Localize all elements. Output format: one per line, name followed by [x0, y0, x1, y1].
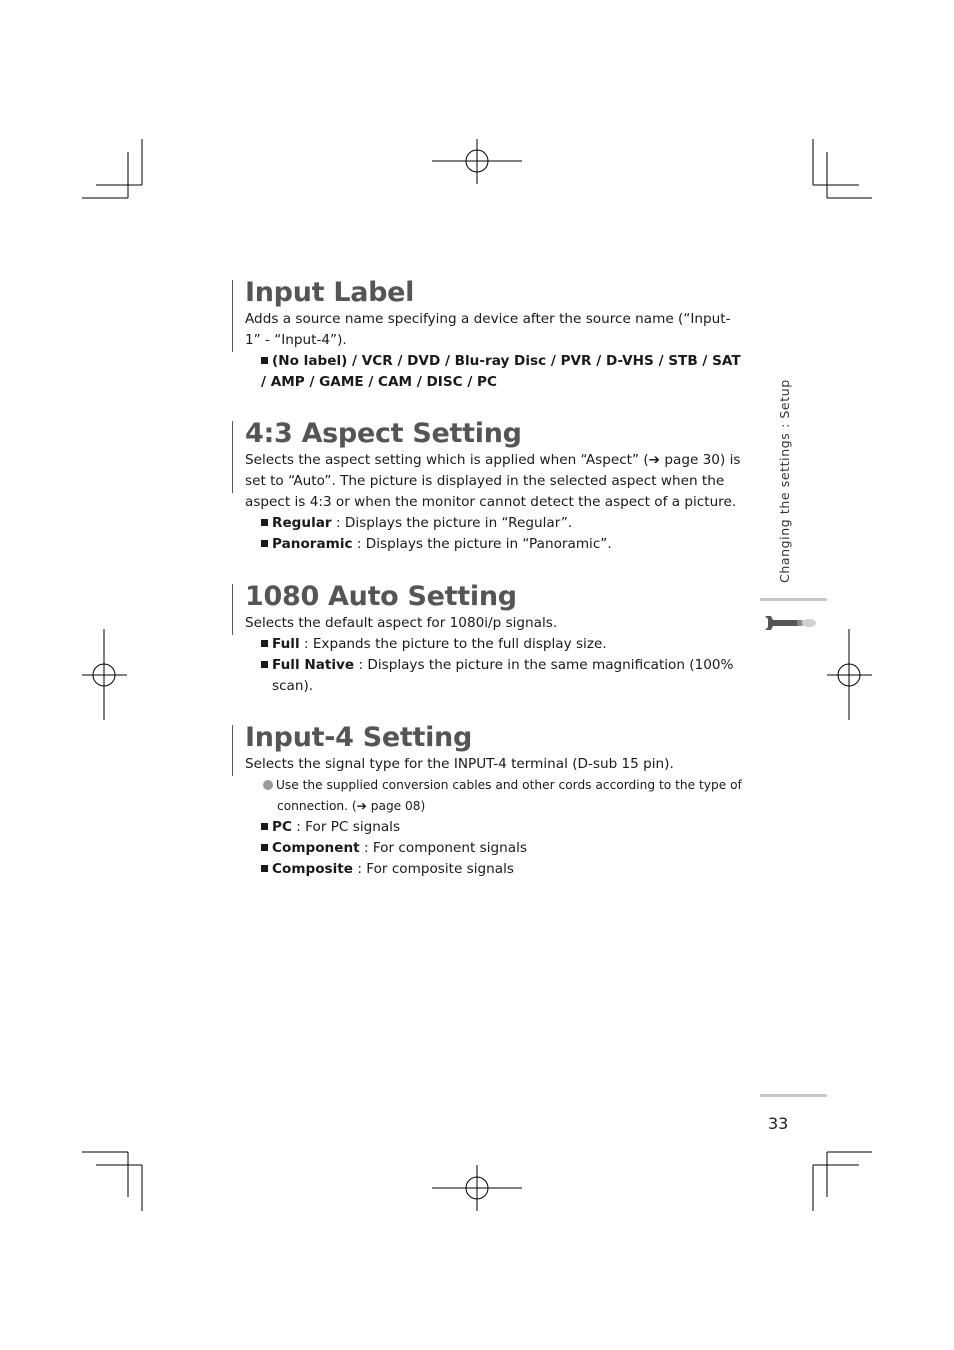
section-bar [232, 584, 233, 635]
section-input-4-setting [232, 722, 742, 880]
item-term: Regular [272, 515, 332, 531]
section-input-label [232, 277, 742, 393]
section-description: Adds a source name specifying a device after the source name (“Input-1” - “Input-4”). [245, 311, 731, 348]
side-rule [760, 598, 827, 601]
section-description: Selects the signal type for the INPUT-4 terminal (D-sub 15 pin). [245, 756, 674, 772]
item-term: Composite [272, 861, 354, 877]
item-term: Full [272, 636, 300, 652]
item-term: Component [272, 840, 360, 856]
section-title: 4:3 Aspect Setting [245, 418, 522, 449]
square-bullet-icon [261, 540, 268, 547]
list-item [261, 817, 742, 838]
item-term: PC [272, 819, 292, 835]
square-bullet-icon [261, 823, 268, 830]
list-item [261, 513, 742, 534]
item-term: Full Native [272, 657, 355, 673]
list-item [261, 838, 742, 859]
section-bar [232, 421, 233, 493]
note-text: Use the supplied conversion cables and other cords according to the type of connection. (➔ page 08) [276, 778, 742, 813]
circle-bullet-icon [263, 780, 273, 790]
square-bullet-icon [261, 865, 268, 872]
section-description: Selects the default aspect for 1080i/p signals. [245, 615, 558, 631]
section-description: Selects the aspect setting which is applied when “Aspect” (➔ page 30) is set to “Auto”. The picture is displayed in the selected aspect when the aspect is 4:3 or when the monitor cannot detect the aspect of a picture. [245, 452, 741, 510]
item-text: : For component signals [359, 840, 527, 856]
option-list [261, 351, 742, 393]
section-1080-auto-setting [232, 581, 742, 697]
list-item [261, 655, 742, 697]
section-title: Input Label [245, 277, 415, 308]
section-bar [232, 280, 233, 352]
footer-rule [760, 1094, 827, 1097]
note [263, 775, 742, 817]
section-4-3-aspect-setting [232, 418, 742, 555]
list-item [261, 634, 742, 655]
section-title: 1080 Auto Setting [245, 581, 517, 612]
option-values: (No label) / VCR / DVD / Blu-ray Disc / PVR / D-VHS / STB / SAT / AMP / GAME / CAM / DISC / PC [261, 353, 741, 390]
item-text: : For PC signals [291, 819, 401, 835]
item-text: : Expands the picture to the full display size. [299, 636, 607, 652]
square-bullet-icon [261, 357, 268, 364]
chapter-side-label: Changing the settings : Setup [777, 379, 792, 583]
section-title: Input-4 Setting [245, 722, 472, 753]
square-bullet-icon [261, 519, 268, 526]
page-number: 33 [768, 1114, 789, 1133]
item-term: Panoramic [272, 536, 353, 552]
item-text: : Displays the picture in “Panoramic”. [352, 536, 612, 552]
square-bullet-icon [261, 640, 268, 647]
item-text: : For composite signals [353, 861, 514, 877]
list-item [261, 534, 742, 555]
wrench-icon [763, 612, 819, 634]
item-text: : Displays the picture in the same magnification (100% scan). [272, 657, 734, 694]
item-text: : Displays the picture in “Regular”. [331, 515, 573, 531]
section-bar [232, 725, 233, 776]
square-bullet-icon [261, 844, 268, 851]
square-bullet-icon [261, 661, 268, 668]
list-item [261, 859, 742, 880]
